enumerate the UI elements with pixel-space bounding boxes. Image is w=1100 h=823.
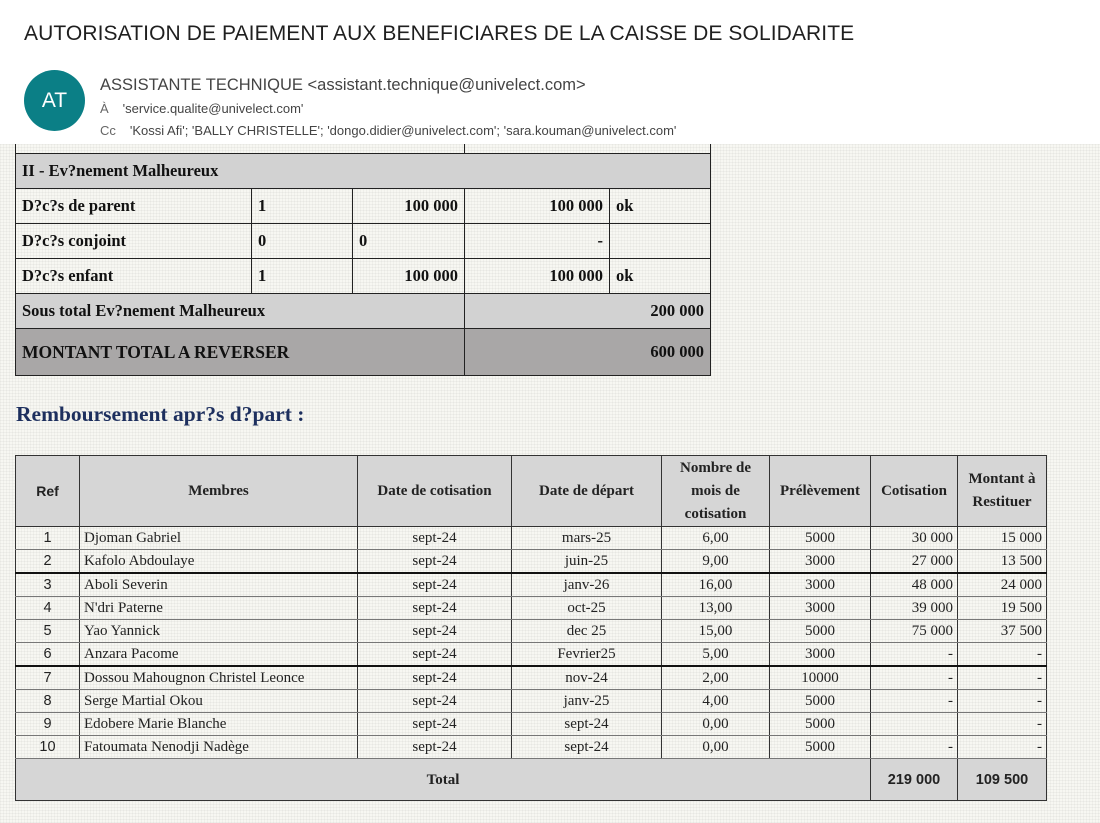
cell-date-depart: juin-25 [512, 550, 662, 574]
cell-date-cotisation: sept-24 [358, 643, 512, 667]
row-count: 1 [252, 189, 353, 224]
row-label: D?c?s conjoint [16, 224, 252, 259]
cell-prelevement: 5000 [770, 713, 871, 736]
cell-mois: 4,00 [662, 690, 770, 713]
cell-membre: Edobere Marie Blanche [80, 713, 358, 736]
cell-ref: 1 [16, 527, 80, 550]
cell-montant: - [958, 643, 1047, 667]
cell-ref: 8 [16, 690, 80, 713]
cell-membre: Dossou Mahougnon Christel Leonce [80, 666, 358, 690]
cell-cotisation: - [871, 643, 958, 667]
table-row [16, 666, 1047, 690]
cell-mois: 15,00 [662, 620, 770, 643]
col-header-prelevement: Prélèvement [770, 456, 871, 527]
cell-prelevement: 3000 [770, 550, 871, 574]
cell-montant: 19 500 [958, 597, 1047, 620]
subtotal-label: Sous total Ev?nement Malheureux [16, 294, 465, 329]
row-total: - [465, 224, 610, 259]
remboursement-title: Remboursement apr?s d?part : [16, 402, 305, 426]
cell-montant: - [958, 690, 1047, 713]
row-status: ok [610, 259, 711, 294]
cell-cotisation: 39 000 [871, 597, 958, 620]
col-header-montant: Montant à Restituer [958, 456, 1047, 527]
evenement-table [15, 144, 711, 376]
cell-date-depart: nov-24 [512, 666, 662, 690]
table-row [16, 690, 1047, 713]
cell-ref: 2 [16, 550, 80, 574]
cell-mois: 0,00 [662, 736, 770, 759]
cell-date-depart: oct-25 [512, 597, 662, 620]
total-row [16, 759, 1047, 801]
cell-montant: 37 500 [958, 620, 1047, 643]
cell-cotisation: - [871, 690, 958, 713]
col-header-ref: Ref [16, 456, 80, 527]
email-subject: AUTORISATION DE PAIEMENT AUX BENEFICIARES DE LA CAISSE DE SOLIDARITE [24, 22, 855, 45]
cell-date-cotisation: sept-24 [358, 573, 512, 597]
row-label: D?c?s enfant [16, 259, 252, 294]
cell-membre: Yao Yannick [80, 620, 358, 643]
cell-date-cotisation: sept-24 [358, 736, 512, 759]
cell-mois: 2,00 [662, 666, 770, 690]
cell-date-cotisation: sept-24 [358, 527, 512, 550]
cell-membre: Kafolo Abdoulaye [80, 550, 358, 574]
header-row [16, 456, 1047, 527]
cell-date-cotisation: sept-24 [358, 666, 512, 690]
col-header-cotisation: Cotisation [871, 456, 958, 527]
table-row [16, 259, 711, 294]
row-status [610, 224, 711, 259]
grand-total-label: MONTANT TOTAL A REVERSER [16, 329, 465, 376]
cell-ref: 10 [16, 736, 80, 759]
row-total: 100 000 [465, 259, 610, 294]
cell-date-depart: dec 25 [512, 620, 662, 643]
col-header-date-cotisation: Date de cotisation [358, 456, 512, 527]
row-label: D?c?s de parent [16, 189, 252, 224]
cell-date-depart: janv-26 [512, 573, 662, 597]
table-row [16, 736, 1047, 759]
row-count: 1 [252, 259, 353, 294]
cell-cotisation: 48 000 [871, 573, 958, 597]
cell-prelevement: 5000 [770, 527, 871, 550]
cell-mois: 6,00 [662, 527, 770, 550]
cell-membre: Aboli Severin [80, 573, 358, 597]
row-unit: 100 000 [353, 259, 465, 294]
cell-membre: Anzara Pacome [80, 643, 358, 667]
cell-ref: 6 [16, 643, 80, 667]
row-unit: 100 000 [353, 189, 465, 224]
cell-membre: N'dri Paterne [80, 597, 358, 620]
cell-prelevement: 5000 [770, 690, 871, 713]
cell-cotisation: - [871, 666, 958, 690]
col-header-date-depart: Date de départ [512, 456, 662, 527]
cell-prelevement: 5000 [770, 736, 871, 759]
cell-cotisation: 30 000 [871, 527, 958, 550]
row-status: ok [610, 189, 711, 224]
cell-prelevement: 10000 [770, 666, 871, 690]
cell-montant: - [958, 713, 1047, 736]
grand-total-row [16, 329, 711, 376]
cell-mois: 13,00 [662, 597, 770, 620]
cell-mois: 16,00 [662, 573, 770, 597]
cell-montant: - [958, 666, 1047, 690]
cell-prelevement: 3000 [770, 597, 871, 620]
total-cotisation: 219 000 [871, 759, 958, 801]
cell-montant: 13 500 [958, 550, 1047, 574]
row-unit: 0 [353, 224, 465, 259]
cell-ref: 4 [16, 597, 80, 620]
cell-date-depart: janv-25 [512, 690, 662, 713]
cell-date-cotisation: sept-24 [358, 597, 512, 620]
section-header-row [16, 154, 711, 189]
cell-montant: 24 000 [958, 573, 1047, 597]
to-recipients[interactable]: 'service.qualite@univelect.com' [122, 101, 304, 116]
cell-ref: 3 [16, 573, 80, 597]
table-row [16, 189, 711, 224]
subtotal-row [16, 294, 711, 329]
to-line [100, 101, 303, 116]
row-count: 0 [252, 224, 353, 259]
sender-line[interactable]: ASSISTANTE TECHNIQUE <assistant.technique@univelect.com> [100, 76, 586, 94]
cell-mois: 0,00 [662, 713, 770, 736]
to-label: À [100, 101, 109, 116]
cell-cotisation: 75 000 [871, 620, 958, 643]
cell-date-depart: Fevrier25 [512, 643, 662, 667]
grand-total-value: 600 000 [465, 329, 711, 376]
total-montant: 109 500 [958, 759, 1047, 801]
cell-date-cotisation: sept-24 [358, 550, 512, 574]
table-row [16, 713, 1047, 736]
cell-date-depart: sept-24 [512, 736, 662, 759]
cell-date-depart: sept-24 [512, 713, 662, 736]
cell-date-cotisation: sept-24 [358, 713, 512, 736]
col-header-membres: Membres [80, 456, 358, 527]
cell-membre: Djoman Gabriel [80, 527, 358, 550]
cell-ref: 7 [16, 666, 80, 690]
email-body [0, 144, 1100, 823]
cell-cotisation: 27 000 [871, 550, 958, 574]
table-row [16, 224, 711, 259]
cell-date-depart: mars-25 [512, 527, 662, 550]
cell-membre: Fatoumata Nenodji Nadège [80, 736, 358, 759]
cell-mois: 5,00 [662, 643, 770, 667]
table-top-remnant [16, 144, 711, 154]
row-total: 100 000 [465, 189, 610, 224]
table-row [16, 643, 1047, 667]
cell-prelevement: 5000 [770, 620, 871, 643]
col-header-mois: Nombre de mois de cotisation [662, 456, 770, 527]
cell-date-cotisation: sept-24 [358, 690, 512, 713]
table-row [16, 527, 1047, 550]
table-row [16, 550, 1047, 574]
cell-montant: 15 000 [958, 527, 1047, 550]
cc-label: Cc [100, 123, 116, 138]
section-title: II - Ev?nement Malheureux [16, 154, 711, 189]
cell-montant: - [958, 736, 1047, 759]
cell-cotisation: - [871, 736, 958, 759]
table-row [16, 573, 1047, 597]
cell-ref: 5 [16, 620, 80, 643]
remboursement-table [15, 455, 1047, 801]
cell-mois: 9,00 [662, 550, 770, 574]
cell-prelevement: 3000 [770, 643, 871, 667]
cell-ref: 9 [16, 713, 80, 736]
table-row [16, 620, 1047, 643]
cell-membre: Serge Martial Okou [80, 690, 358, 713]
cell-cotisation [871, 713, 958, 736]
cc-line [100, 123, 676, 138]
total-label: Total [16, 759, 871, 801]
cc-recipients[interactable]: 'Kossi Afi'; 'BALLY CHRISTELLE'; 'dongo.didier@univelect.com'; 'sara.kouman@univelect.com' [129, 123, 677, 138]
table-row [16, 597, 1047, 620]
cell-prelevement: 3000 [770, 573, 871, 597]
subtotal-value: 200 000 [465, 294, 711, 329]
sender-avatar[interactable]: AT [24, 70, 85, 131]
cell-date-cotisation: sept-24 [358, 620, 512, 643]
